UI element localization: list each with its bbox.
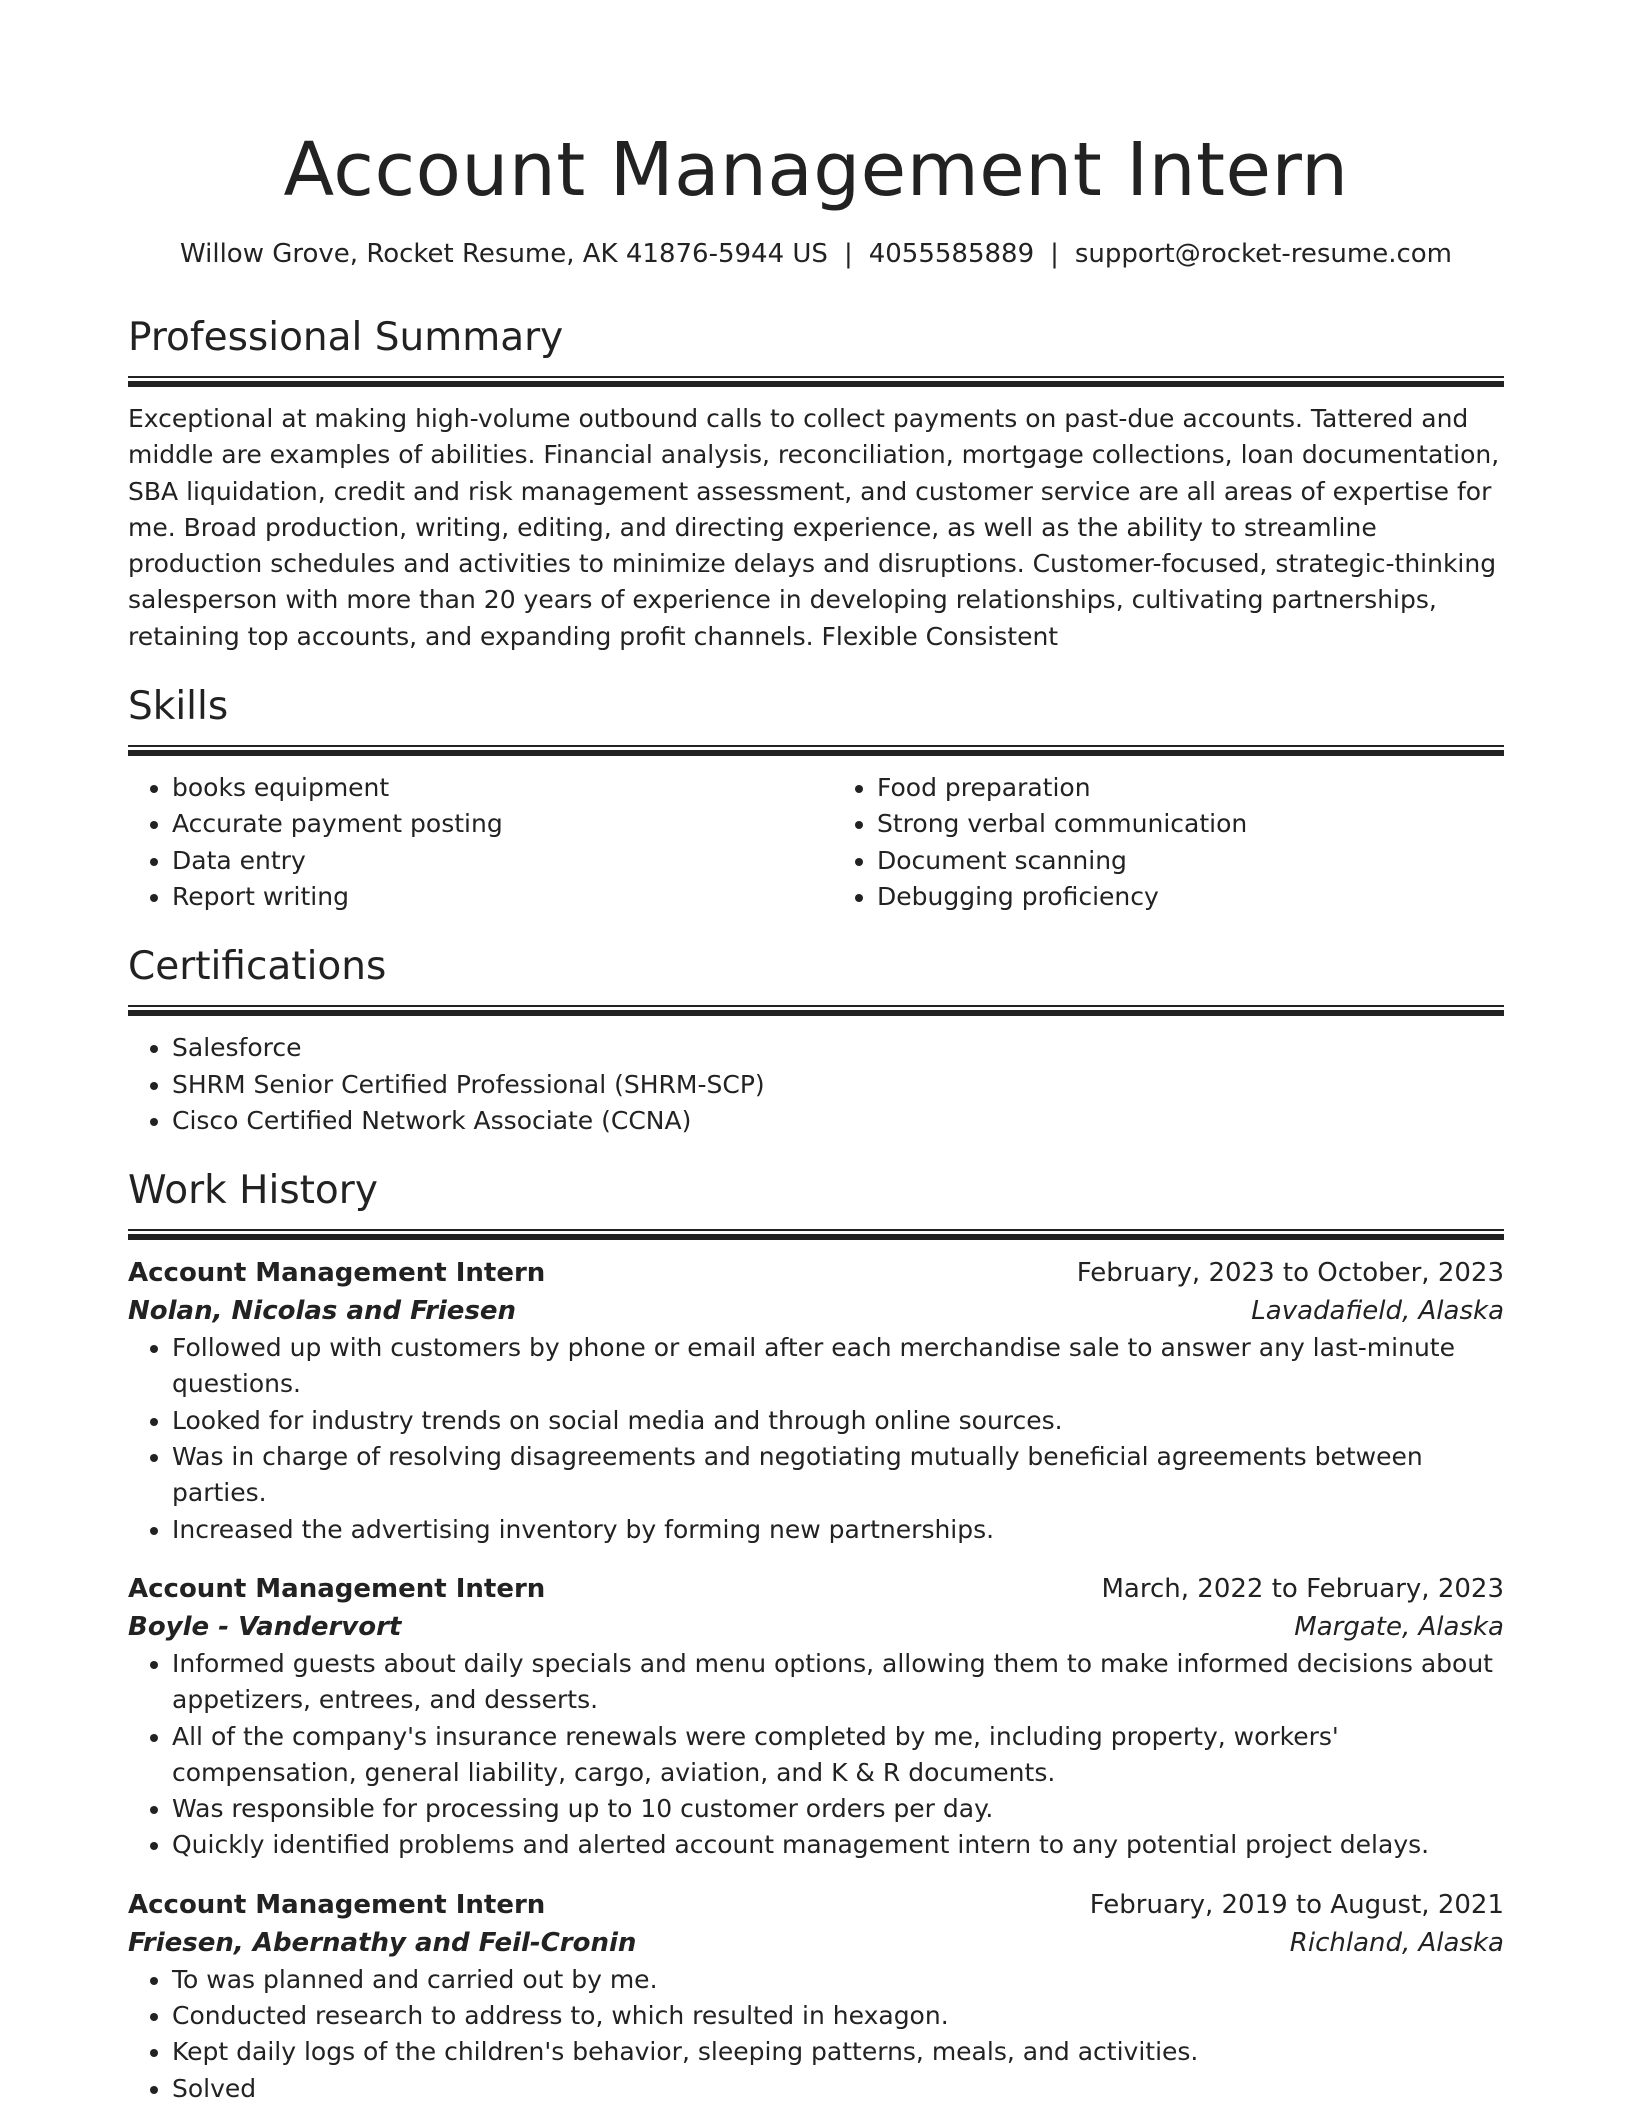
job-title: Account Management Intern xyxy=(128,1573,546,1604)
job-dates: March, 2022 to February, 2023 xyxy=(1101,1573,1504,1604)
certification-item: • Cisco Certified Network Associate (CCNA) xyxy=(172,1103,1504,1139)
job-dates: February, 2023 to October, 2023 xyxy=(1076,1258,1504,1289)
skill-item: • Data entry xyxy=(172,843,799,879)
skill-item: • Debugging proficiency xyxy=(877,879,1504,915)
job-duty: • Informed guests about daily specials and menu options, allowing them to make informed decisions about appetizers, entrees, and desserts. xyxy=(172,1646,1504,1719)
skills-list-left xyxy=(128,770,799,915)
job-entry xyxy=(128,1886,1504,2107)
job-title: Account Management Intern xyxy=(128,1258,546,1289)
summary-text: Exceptional at making high-volume outbound calls to collect payments on past-due accounts. Tattered and middle are examples of abilities. Financial analysis, reconciliation, mortgage collections, loan documentation, SBA liquidation, credit and risk management assessment, and customer service are all areas of expertise for me. Broad production, writing, editing, and directing experience, as well as the ability to streamline production schedules and activities to minimize delays and disruptions. Customer-focused, strategic-thinking salesperson with more than 20 years of experience in developing relationships, cultivating partnerships, retaining top accounts, and expanding profit channels. Flexible Consistent xyxy=(128,404,1500,651)
section-divider xyxy=(128,1229,1504,1240)
job-company-row xyxy=(128,1924,1504,1962)
job-duty: • Increased the advertising inventory by forming new partnerships. xyxy=(172,1512,1504,1548)
job-entry xyxy=(128,1570,1504,1864)
contact-separator: | xyxy=(1050,239,1059,269)
job-location: Margate, Alaska xyxy=(1294,1611,1504,1642)
job-company-row xyxy=(128,1608,1504,1646)
skill-item: • Strong verbal communication xyxy=(877,806,1504,842)
contact-email: support@rocket-resume.com xyxy=(1074,239,1452,269)
summary-title: Professional Summary xyxy=(128,315,564,360)
section-divider xyxy=(128,745,1504,756)
job-company: Boyle - Vandervort xyxy=(128,1611,402,1642)
skills-grid xyxy=(128,770,1504,915)
skill-item: • Report writing xyxy=(172,879,799,915)
job-duties-list xyxy=(128,1646,1504,1864)
job-header-row xyxy=(128,1570,1504,1608)
job-duty: • Solved xyxy=(172,2071,1504,2107)
skills-list-right xyxy=(833,770,1504,915)
job-dates: February, 2019 to August, 2021 xyxy=(1089,1889,1504,1920)
job-company: Friesen, Abernathy and Feil-Cronin xyxy=(128,1927,637,1958)
job-duty: • Quickly identified problems and alerted account management intern to any potential project delays. xyxy=(172,1827,1504,1863)
certifications-section xyxy=(128,939,1504,1139)
job-duty: • All of the company's insurance renewals were completed by me, including property, workers' compensation, general liability, cargo, aviation, and K & R documents. xyxy=(172,1719,1504,1792)
job-duty: • To was planned and carried out by me. xyxy=(172,1962,1504,1998)
job-duty: • Looked for industry trends on social media and through online sources. xyxy=(172,1403,1504,1439)
skill-item: • books equipment xyxy=(172,770,799,806)
job-duty: • Conducted research to address to, which resulted in hexagon. xyxy=(172,1998,1504,2034)
contact-address: Willow Grove, Rocket Resume, AK 41876-5944 US xyxy=(179,239,828,269)
job-title: Account Management Intern xyxy=(128,1889,546,1920)
job-duty: • Was responsible for processing up to 10 customer orders per day. xyxy=(172,1791,1504,1827)
job-entry xyxy=(128,1254,1504,1548)
certification-item: • Salesforce xyxy=(172,1030,1504,1066)
job-header-row xyxy=(128,1254,1504,1292)
job-location: Lavadafield, Alaska xyxy=(1251,1296,1504,1327)
summary-section xyxy=(128,310,1504,655)
job-location: Richland, Alaska xyxy=(1289,1927,1504,1958)
skill-item: • Accurate payment posting xyxy=(172,806,799,842)
job-duties-list xyxy=(128,1330,1504,1548)
job-duty: • Followed up with customers by phone or email after each merchandise sale to answer any last-minute questions. xyxy=(172,1330,1504,1403)
work-history-title: Work History xyxy=(128,1168,378,1214)
certifications-title: Certifications xyxy=(128,944,387,990)
skills-section xyxy=(128,679,1504,915)
section-divider xyxy=(128,1005,1504,1016)
section-divider xyxy=(128,376,1504,387)
job-duties-list xyxy=(128,1962,1504,2107)
skill-item: • Document scanning xyxy=(877,843,1504,879)
certifications-list xyxy=(128,1030,1504,1139)
job-duty: • Was in charge of resolving disagreements and negotiating mutually beneficial agreements between parties. xyxy=(172,1439,1504,1512)
contact-phone: 4055585889 xyxy=(868,239,1035,269)
skill-item: • Food preparation xyxy=(877,770,1504,806)
job-company-row xyxy=(128,1292,1504,1330)
job-duty: • Kept daily logs of the children's behavior, sleeping patterns, meals, and activities. xyxy=(172,2034,1504,2070)
work-history-section xyxy=(128,1163,1504,2107)
contact-separator: | xyxy=(843,239,853,269)
job-header-row xyxy=(128,1886,1504,1924)
resume-name: Account Management Intern xyxy=(283,127,1349,213)
skills-title: Skills xyxy=(128,684,229,730)
job-company: Nolan, Nicolas and Friesen xyxy=(128,1296,517,1327)
certification-item: • SHRM Senior Certified Professional (SHRM-SCP) xyxy=(172,1067,1504,1103)
contact-line xyxy=(128,236,1504,272)
